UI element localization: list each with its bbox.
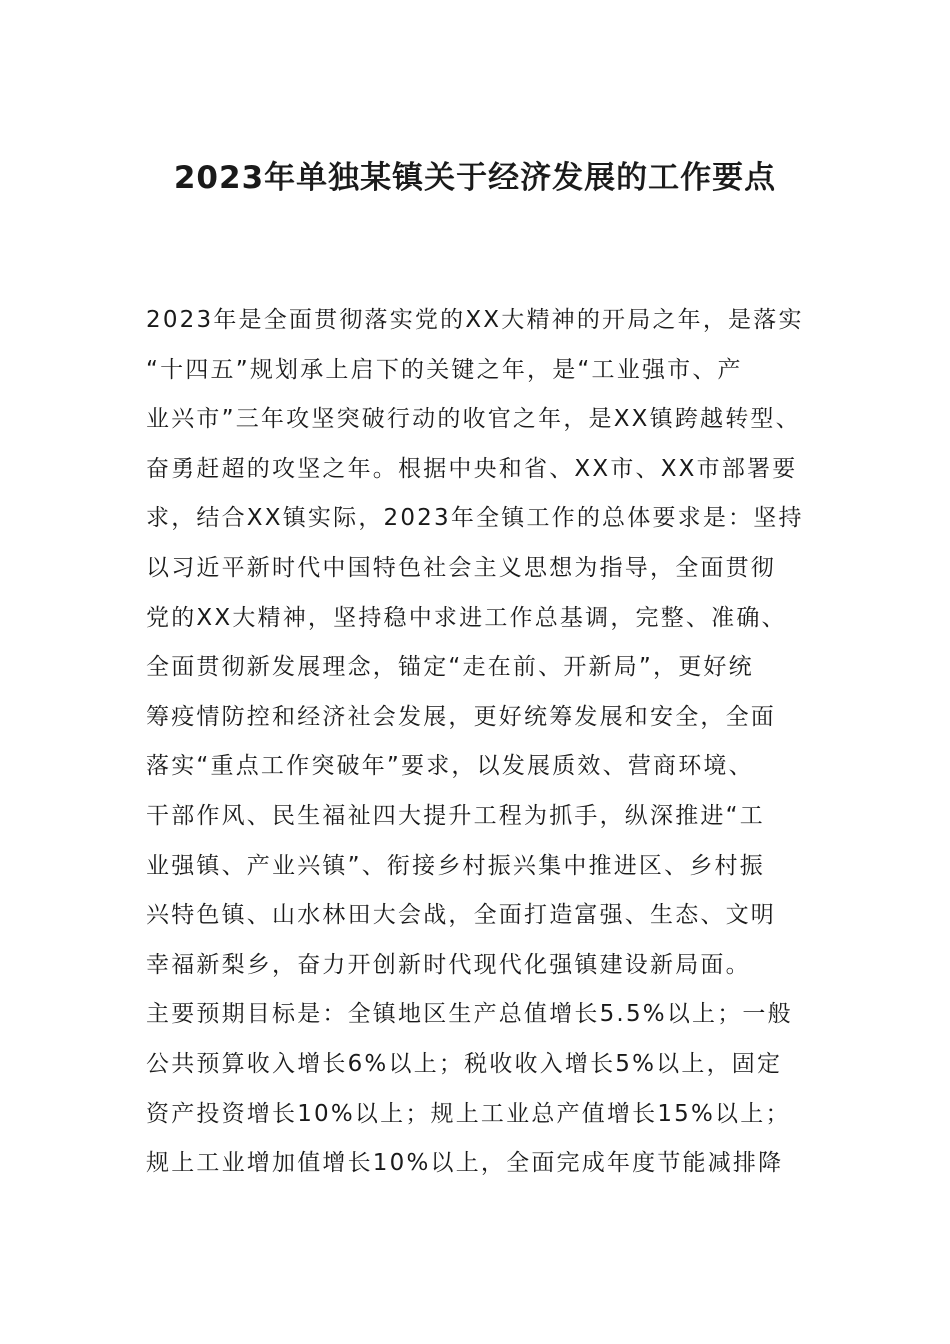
text-line: 公共预算收入增长6%以上；税收收入增长5%以上，固定 xyxy=(146,1050,783,1077)
text-line: 以习近平新时代中国特色社会主义思想为指导，全面贯彻 xyxy=(146,554,776,581)
paragraph-overall-requirements xyxy=(146,296,826,990)
text-line: 兴特色镇、山水林田大会战，全面打造富强、生态、文明 xyxy=(146,902,776,929)
text-line: 奋勇赶超的攻坚之年。根据中央和省、XX市、XX市部署要 xyxy=(146,455,798,482)
paragraph-expected-targets xyxy=(146,990,826,1188)
text-line: 干部作风、民生福祉四大提升工程为抓手，纵深推进“工 xyxy=(146,802,765,829)
text-line: 规上工业增加值增长10%以上，全面完成年度节能减排降 xyxy=(146,1150,784,1177)
text-line: 筹疫情防控和经济社会发展，更好统筹发展和安全，全面 xyxy=(146,703,776,730)
text-line: 主要预期目标是：全镇地区生产总值增长5.5%以上；一般 xyxy=(146,1001,793,1028)
text-line: 业兴市”三年攻坚突破行动的收官之年，是XX镇跨越转型、 xyxy=(146,406,801,433)
text-line: 党的XX大精神，坚持稳中求进工作总基调，完整、准确、 xyxy=(146,604,787,631)
text-line: 业强镇、产业兴镇”、衔接乡村振兴集中推进区、乡村振 xyxy=(146,852,765,879)
text-line: 落实“重点工作突破年”要求，以发展质效、营商环境、 xyxy=(146,753,754,780)
text-line: 2023年是全面贯彻落实党的XX大精神的开局之年，是落实 xyxy=(146,307,804,333)
text-line: “十四五”规划承上启下的关键之年，是“工业强市、产 xyxy=(146,356,743,383)
document-body xyxy=(146,296,826,1189)
text-line: 幸福新梨乡，奋力开创新时代现代化强镇建设新局面。 xyxy=(146,951,751,978)
text-line: 求，结合XX镇实际，2023年全镇工作的总体要求是：坚持 xyxy=(146,505,804,532)
document-title: 2023年单独某镇关于经济发展的工作要点 xyxy=(173,160,777,196)
text-line: 全面贯彻新发展理念，锚定“走在前、开新局”，更好统 xyxy=(146,654,754,681)
text-line: 资产投资增长10%以上；规上工业总产值增长15%以上； xyxy=(146,1100,791,1127)
